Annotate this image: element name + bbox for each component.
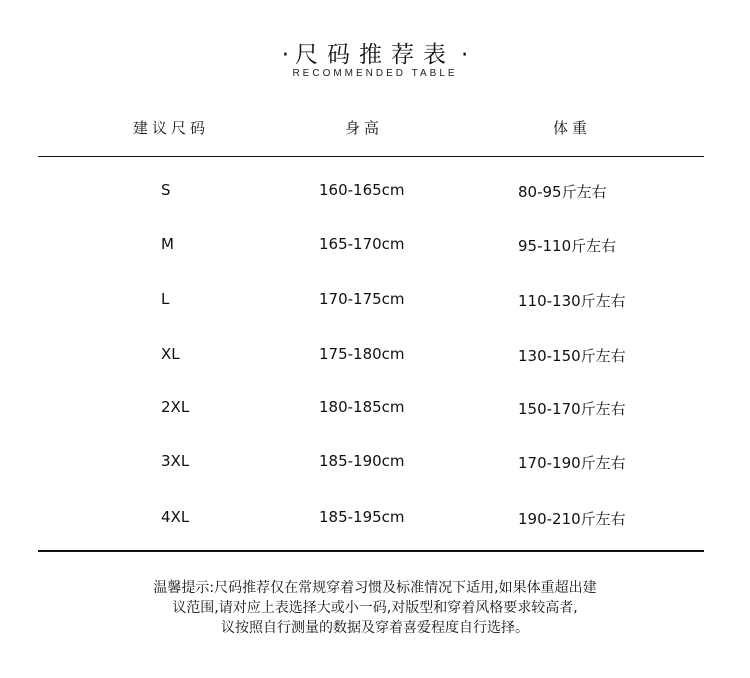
size-cell: S xyxy=(161,181,171,199)
note-line: 议范围,请对应上表选择大或小一码,对版型和穿着风格要求较高者, xyxy=(172,600,578,616)
page-subtitle: RECOMMENDED TABLE xyxy=(292,68,458,79)
table-row xyxy=(0,452,750,474)
height-cell: 175-180cm xyxy=(319,345,405,363)
size-cell: M xyxy=(161,235,174,253)
height-cell: 160-165cm xyxy=(319,181,405,199)
height-cell: 185-195cm xyxy=(319,508,405,526)
table-row xyxy=(0,235,750,257)
size-cell: XL xyxy=(161,345,180,363)
table-top-rule xyxy=(38,156,704,157)
height-cell: 165-170cm xyxy=(319,235,405,253)
title-text: 尺码推荐表 xyxy=(295,42,455,68)
title-dot-right: · xyxy=(461,42,469,68)
size-tip-note xyxy=(0,578,750,638)
table-row xyxy=(0,181,750,203)
size-cell: L xyxy=(161,290,170,308)
weight-cell: 190-210斤左右 xyxy=(518,510,626,528)
table-header xyxy=(0,117,750,137)
header-weight: 体重 xyxy=(553,119,592,137)
height-cell: 170-175cm xyxy=(319,290,405,308)
header-size: 建议尺码 xyxy=(133,119,210,137)
height-cell: 185-190cm xyxy=(319,452,405,470)
table-row xyxy=(0,398,750,420)
weight-cell: 130-150斤左右 xyxy=(518,347,626,365)
note-line: 温馨提示:尺码推荐仅在常规穿着习惯及标准情况下适用,如果体重超出建 xyxy=(153,580,597,596)
table-row xyxy=(0,508,750,530)
title-dot-left: · xyxy=(281,42,289,68)
weight-cell: 95-110斤左右 xyxy=(518,237,617,255)
table-row xyxy=(0,290,750,312)
header-height: 身高 xyxy=(345,119,384,137)
table-bottom-rule xyxy=(38,550,704,552)
height-cell: 180-185cm xyxy=(319,398,405,416)
weight-cell: 110-130斤左右 xyxy=(518,292,626,310)
weight-cell: 170-190斤左右 xyxy=(518,454,626,472)
note-line: 议按照自行测量的数据及穿着喜爱程度自行选择。 xyxy=(221,620,529,636)
size-cell: 3XL xyxy=(161,452,190,470)
weight-cell: 150-170斤左右 xyxy=(518,400,626,418)
weight-cell: 80-95斤左右 xyxy=(518,183,607,201)
table-row xyxy=(0,345,750,367)
size-cell: 4XL xyxy=(161,508,190,526)
size-cell: 2XL xyxy=(161,398,190,416)
page-title xyxy=(0,36,750,69)
